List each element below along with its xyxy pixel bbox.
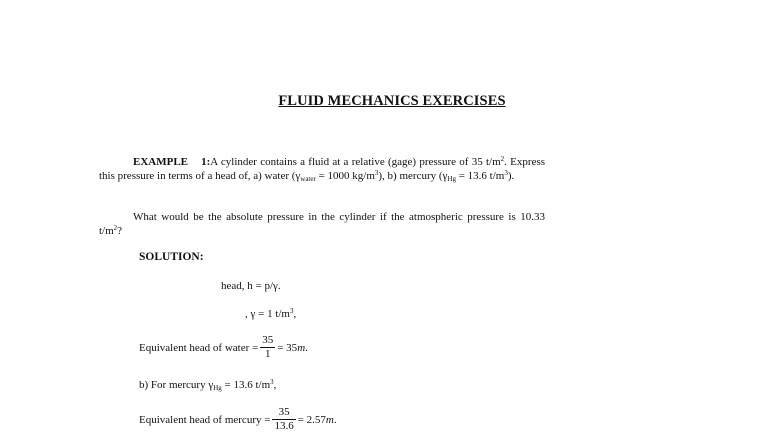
superscript: 3	[374, 169, 379, 178]
head-formula: head, h = p/γ.	[221, 280, 281, 292]
fraction-denominator: 1	[264, 348, 271, 360]
page-title: FLUID MECHANICS EXERCISES	[278, 93, 506, 109]
solution-heading: SOLUTION:	[139, 251, 204, 263]
question-text: ?	[117, 225, 123, 238]
gamma-water-line: , γ = 1 $t/m^3$,	[245, 307, 297, 320]
fraction-denominator: 13.6	[274, 420, 294, 432]
question-text: What would be the absolute pressure in the cylinder if the atmospheric pressure is 10.33 t/m	[99, 211, 545, 238]
example-text: A cylinder contains a fluid at a relative (gage) pressure of 35 t/m	[210, 156, 501, 168]
mercury-intro: b) For mercury $\gamma_{Hg} = 13.6$ $t/m^3$,	[139, 378, 277, 392]
superscript: 2	[113, 224, 118, 233]
question-paragraph	[99, 210, 545, 238]
example-text: . Express this pressure in terms of a head of, a) water (γ	[99, 156, 546, 183]
fraction-numerator: 35	[262, 334, 274, 346]
superscript: 3	[504, 169, 508, 178]
example-text: ), b) mercury (γ	[378, 170, 448, 183]
mercury-fraction	[272, 406, 295, 433]
water-fraction	[260, 334, 275, 361]
mercury-head-label: Equivalent head of mercury =	[139, 413, 271, 426]
water-head-equation: Equivalent head of water = $\frac{35}{1}$ = 35m.	[139, 334, 308, 360]
example-label: EXAMPLE	[133, 156, 188, 168]
example-number: 1:	[201, 156, 211, 168]
fraction-numerator: 35	[278, 406, 290, 418]
example-text: ).	[507, 170, 515, 183]
superscript: 2	[500, 155, 505, 163]
example-text: = 13.6 t/m	[455, 170, 505, 183]
mercury-head-equation: Equivalent head of mercury = $\frac{35}{13.6}$ = 2.57m.	[139, 406, 337, 432]
subscript: Hg	[447, 175, 456, 184]
subscript: water	[300, 175, 316, 184]
example-paragraph	[99, 155, 545, 183]
example-text: = 1000 kg/m	[315, 170, 375, 183]
water-head-label: Equivalent head of water =	[139, 341, 259, 354]
